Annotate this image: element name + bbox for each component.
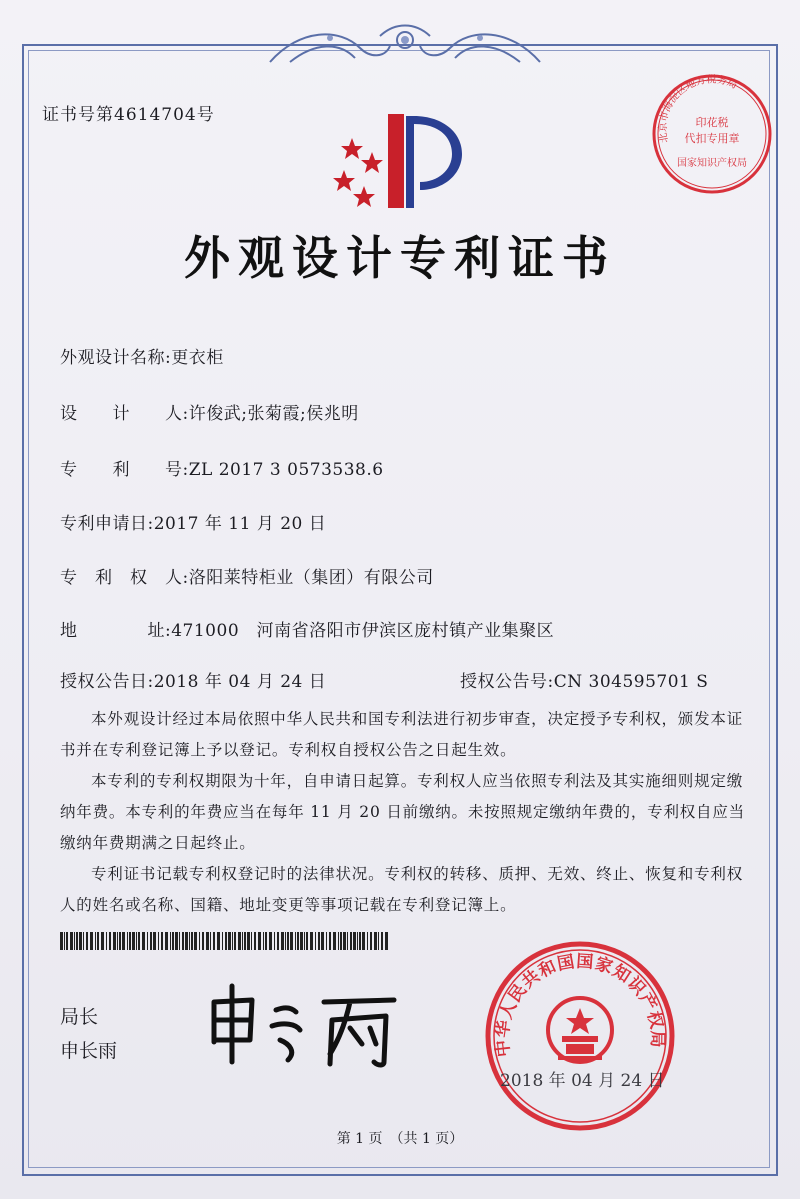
barcode-bar — [385, 932, 388, 950]
barcode-bar — [290, 932, 293, 950]
barcode-bar — [265, 932, 267, 950]
design-name-value: 更衣柜 — [171, 348, 224, 368]
barcode-bar — [217, 932, 220, 950]
signature-title: 局长 — [60, 1006, 99, 1028]
barcode-bar — [263, 932, 264, 950]
body-paragraph-2: 本专利的专利权期限为十年，自申请日起算。专利权人应当依照专利法及其实施细则规定缴纳年费。本专利的年费应当在每年 11 月 20 日前缴纳。未按照规定缴纳年费的，专利权自应当缴纳年费期满之日起终止。 — [60, 772, 745, 852]
filing-date-label: 专利申请日: — [60, 514, 154, 534]
barcode-bar — [206, 932, 209, 950]
barcode-bar — [277, 932, 279, 950]
grant-number-value: CN 304595701 S — [553, 672, 709, 692]
barcode-bar — [60, 932, 63, 950]
handwritten-signature — [200, 980, 410, 1070]
address-label: 地 址: — [60, 621, 172, 641]
barcode-bar — [83, 932, 84, 950]
tax-seal-center-1: 印花税 — [695, 116, 729, 129]
barcode-bar — [79, 932, 82, 950]
official-seal — [482, 938, 678, 1134]
barcode-bar — [343, 932, 346, 950]
barcode-bar — [185, 932, 188, 950]
barcode-bar — [153, 932, 156, 950]
barcode-bar — [191, 932, 193, 950]
grant-date-value: 2018 年 04 月 24 日 — [153, 672, 327, 692]
barcode-bar — [357, 932, 358, 950]
barcode-bar — [70, 932, 73, 950]
field-design-name — [60, 343, 224, 368]
field-address — [60, 616, 554, 641]
patentee-value: 洛阳莱特柜业（集团）有限公司 — [188, 568, 434, 588]
tax-seal-ring-text: 北京市海淀区地方税务局 — [657, 74, 739, 144]
seal-date: 2018 年 04 月 24 日 — [500, 1071, 665, 1091]
barcode-bar — [274, 932, 275, 950]
barcode-bar — [95, 932, 96, 950]
certificate-number: 证书号第4614704号 — [42, 105, 215, 125]
barcode-bar — [251, 932, 252, 950]
barcode-bar — [161, 932, 163, 950]
barcode-bar — [295, 932, 296, 950]
barcode-bar — [142, 932, 145, 950]
grant-number-label: 授权公告号: — [460, 672, 554, 692]
barcode-bar — [367, 932, 368, 950]
tax-seal-center-2: 代扣专用章 — [684, 132, 740, 145]
barcode-bar — [300, 932, 303, 950]
barcode-bar — [175, 932, 178, 950]
field-designer — [60, 399, 359, 424]
barcode-bar — [127, 932, 128, 950]
barcode-bar — [97, 932, 99, 950]
field-grant-date — [60, 667, 326, 692]
field-patentee — [60, 563, 434, 588]
designer-value: 许俊武;张菊霞;侯兆明 — [188, 404, 359, 424]
barcode-bar — [329, 932, 331, 950]
barcode-bar — [210, 932, 211, 950]
barcode-bar — [374, 932, 377, 950]
certificate-body — [60, 704, 750, 921]
barcode-bar — [194, 932, 197, 950]
barcode-bar — [362, 932, 365, 950]
barcode-bar — [338, 932, 339, 950]
barcode-bar — [222, 932, 223, 950]
barcode-bar — [109, 932, 111, 950]
barcode-bar — [234, 932, 236, 950]
patentee-label: 专 利 权 人: — [60, 568, 189, 588]
tax-seal — [650, 72, 774, 196]
barcode-bar — [285, 932, 286, 950]
barcode-bar — [138, 932, 140, 950]
barcode-bar — [117, 932, 118, 950]
tax-seal-bottom: 国家知识产权局 — [677, 158, 747, 169]
barcode-bar — [315, 932, 316, 950]
barcode-bar — [306, 932, 308, 950]
barcode-bar — [132, 932, 135, 950]
barcode-bar — [359, 932, 361, 950]
patent-number-label: 专 利 号: — [60, 460, 189, 480]
barcode-bar — [150, 932, 152, 950]
barcode-bar — [381, 932, 383, 950]
barcode-bar — [76, 932, 78, 950]
barcode-bar — [202, 932, 204, 950]
grant-date-label: 授权公告日: — [60, 672, 154, 692]
filing-date-value: 2017 年 11 月 20 日 — [153, 514, 327, 534]
barcode-bar — [66, 932, 68, 950]
barcode-bar — [179, 932, 180, 950]
barcode-bar — [189, 932, 190, 950]
top-ornament — [260, 18, 550, 70]
barcode-bar — [158, 932, 159, 950]
barcode-bar — [199, 932, 200, 950]
barcode-bar — [213, 932, 215, 950]
barcode-bar — [254, 932, 256, 950]
barcode-bar — [136, 932, 137, 950]
barcode-bar — [170, 932, 171, 950]
barcode-bar — [182, 932, 184, 950]
barcode-bar — [64, 932, 65, 950]
barcode-bar — [122, 932, 125, 950]
barcode-bar — [269, 932, 272, 950]
barcode-bar — [86, 932, 88, 950]
barcode-bar — [228, 932, 231, 950]
barcode-bar — [101, 932, 104, 950]
barcode-bar — [281, 932, 284, 950]
barcode-bar — [129, 932, 131, 950]
barcode-bar — [310, 932, 313, 950]
barcode-bar — [347, 932, 348, 950]
body-paragraph-3: 专利证书记载专利权登记时的法律状况。专利权的转移、质押、无效、终止、恢复和专利权人的姓名或名称、国籍、地址变更等事项记载在专利登记簿上。 — [60, 865, 744, 914]
certificate-title: 外观设计专利证书 — [184, 231, 616, 285]
barcode-bar — [165, 932, 168, 950]
barcode-bar — [340, 932, 342, 950]
barcode-bar — [370, 932, 372, 950]
barcode — [60, 932, 390, 950]
barcode-bar — [378, 932, 379, 950]
barcode-bar — [297, 932, 299, 950]
barcode-bar — [238, 932, 241, 950]
barcode-bar — [113, 932, 116, 950]
body-paragraph-1: 本外观设计经过本局依照中华人民共和国专利法进行初步审查，决定授予专利权，颁发本证书并在专利登记簿上予以登记。专利权自授权公告之日起生效。 — [60, 710, 744, 759]
barcode-bar — [258, 932, 261, 950]
barcode-bar — [321, 932, 324, 950]
barcode-bar — [350, 932, 352, 950]
signature-name: 申长雨 — [60, 1040, 118, 1062]
page-number: 第 1 页 （共 1 页） — [336, 1131, 464, 1147]
designer-label: 设 计 人: — [60, 404, 189, 424]
barcode-bar — [225, 932, 227, 950]
field-grant-number — [460, 667, 708, 692]
official-seal-ring-text: 中华人民共和国国家知识产权局 — [492, 951, 668, 1058]
barcode-bar — [304, 932, 305, 950]
barcode-bar — [247, 932, 250, 950]
barcode-bar — [232, 932, 233, 950]
patent-office-logo — [330, 108, 470, 218]
barcode-bar — [242, 932, 243, 950]
field-filing-date — [60, 509, 326, 534]
address-value: 471000 河南省洛阳市伊滨区庞村镇产业集聚区 — [171, 621, 555, 641]
barcode-bar — [147, 932, 148, 950]
barcode-bar — [353, 932, 356, 950]
barcode-bar — [318, 932, 320, 950]
barcode-bar — [119, 932, 121, 950]
barcode-bar — [106, 932, 107, 950]
barcode-bar — [74, 932, 75, 950]
barcode-bar — [287, 932, 289, 950]
patent-number-value: ZL 2017 3 0573538.6 — [188, 460, 384, 480]
barcode-bar — [244, 932, 246, 950]
design-name-label: 外观设计名称: — [60, 348, 172, 368]
barcode-bar — [333, 932, 336, 950]
barcode-bar — [326, 932, 327, 950]
barcode-bar — [90, 932, 93, 950]
barcode-bar — [172, 932, 174, 950]
field-patent-number — [60, 455, 384, 480]
national-emblem — [548, 998, 612, 1062]
